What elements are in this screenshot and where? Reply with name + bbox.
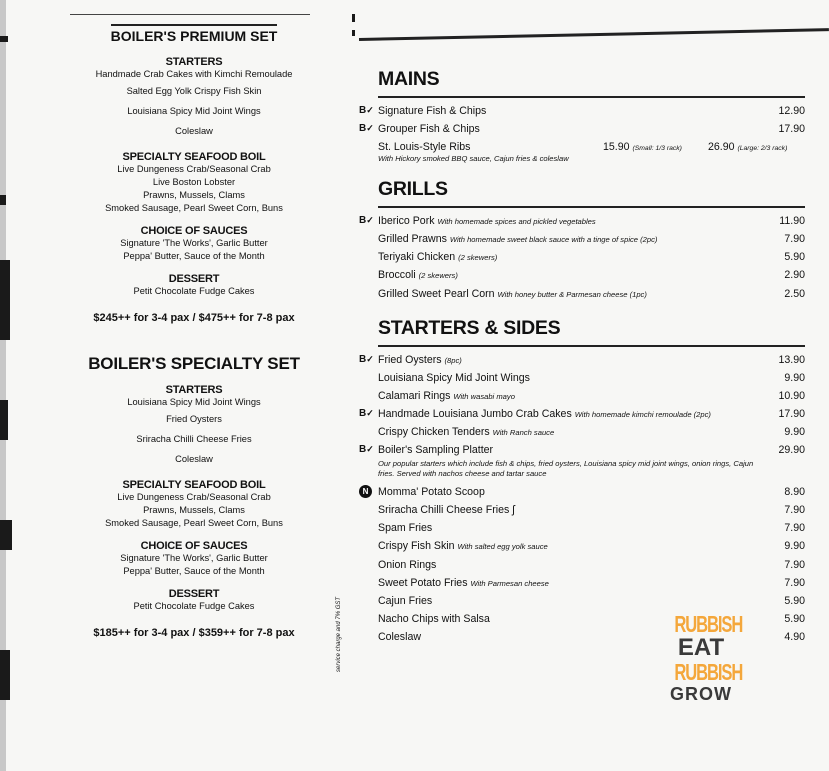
chili-spicy-icon: ʃ — [512, 504, 515, 517]
new-badge-icon: N — [359, 485, 372, 498]
menu-item-name — [378, 288, 647, 300]
left-edge-mark — [0, 260, 10, 340]
specialty-set — [60, 354, 328, 639]
menu-item-title: Calamari Rings — [378, 389, 451, 402]
menu-item-row — [359, 485, 805, 503]
menu-item-title: Grilled Sweet Pearl Corn — [378, 287, 495, 300]
menu-item-row — [359, 122, 805, 140]
menu-item-row — [359, 104, 805, 122]
menu-item-description: With wasabi mayo — [453, 391, 515, 401]
menu-item-name — [378, 390, 515, 402]
menu-item-name — [378, 522, 432, 534]
menu-item-row — [359, 214, 805, 232]
logo-line: RUBBISH — [674, 659, 743, 685]
top-left-rule — [70, 14, 310, 15]
menu-item-name — [378, 215, 596, 227]
menu-item-title: Grilled Prawns — [378, 233, 447, 246]
specialty-starter-item: Louisiana Spicy Mid Joint Wings — [127, 397, 261, 407]
mains-list — [359, 104, 805, 140]
premium-sauces-heading: CHOICE OF SAUCES — [140, 225, 248, 237]
menu-item-title: Teriyaki Chicken — [378, 251, 456, 264]
left-edge-mark — [0, 520, 12, 550]
ribs-large-price: 26.90 — [708, 141, 735, 154]
menu-item-title: Fried Oysters — [378, 353, 442, 366]
specialty-set-title: BOILER'S SPECIALTY SET — [88, 354, 300, 373]
premium-starter-item: Handmade Crab Cakes with Kimchi Remoulade — [95, 69, 293, 79]
bestseller-badge-icon: B✓ — [359, 353, 374, 365]
menu-item-description: With homemade sweet black sauce with a tinge of spice (2pc) — [449, 235, 658, 245]
premium-starters-heading: STARTERS — [165, 56, 223, 68]
menu-item-price: 17.90 — [778, 123, 805, 136]
premium-starter-item: Salted Egg Yolk Crispy Fish Skin — [126, 86, 262, 96]
menu-item-row — [359, 539, 805, 557]
menu-item-name — [378, 613, 490, 625]
ribs-row — [359, 140, 805, 172]
menu-item-title: Nacho Chips with Salsa — [378, 612, 490, 625]
menu-item-title: Coleslaw — [378, 630, 421, 643]
menu-item-price: 17.90 — [778, 407, 805, 420]
specialty-starter-item: Sriracha Chilli Cheese Fries — [136, 434, 252, 444]
ribs-small-note: (Small: 1/3 rack) — [632, 145, 682, 153]
menu-item-title: Handmade Louisiana Jumbo Crab Cakes — [378, 407, 572, 420]
starters-list — [359, 353, 805, 443]
starters-sides-rule — [378, 345, 805, 347]
menu-item-name — [378, 251, 497, 263]
specialty-sauces-heading: CHOICE OF SAUCES — [140, 540, 248, 552]
menu-item-description: (2 skewers) — [458, 253, 498, 263]
left-edge-mark — [0, 650, 10, 700]
specialty-boil-item: Prawns, Mussels, Clams — [143, 505, 245, 515]
menu-item-title: Grouper Fish & Chips — [378, 123, 480, 136]
menu-item-description: With homemade spices and pickled vegetables — [437, 217, 596, 227]
center-tick — [352, 30, 355, 36]
specialty-starters-heading: STARTERS — [165, 384, 223, 396]
premium-boil-item: Live Boston Lobster — [152, 177, 236, 187]
menu-item-name — [378, 269, 458, 281]
premium-boil-heading: SPECIALTY SEAFOOD BOIL — [122, 151, 266, 163]
menu-item-description: (8pc) — [444, 355, 462, 365]
menu-item-name — [378, 595, 432, 607]
logo-line: GROW — [670, 684, 732, 704]
menu-item-row — [359, 287, 805, 305]
grills-list — [359, 214, 805, 304]
menu-item-row — [359, 558, 805, 576]
logo-line: EAT — [677, 634, 725, 661]
specialty-boil-item: Smoked Sausage, Pearl Sweet Corn, Buns — [105, 518, 283, 528]
center-tick — [352, 14, 355, 22]
platter-price: 29.90 — [778, 444, 805, 457]
ribs-small-price: 15.90 — [603, 141, 630, 154]
menu-item-name — [378, 408, 711, 420]
menu-item-title: Cajun Fries — [378, 594, 433, 607]
menu-item-name — [378, 504, 515, 516]
menu-item-price: 13.90 — [778, 353, 805, 366]
menu-item-price: 5.90 — [784, 612, 805, 625]
menu-item-name — [378, 372, 530, 384]
menu-item-price: 7.90 — [784, 576, 805, 589]
menu-item-price: 9.90 — [784, 426, 805, 439]
menu-item-description: With homemade kimchi remoulade (2pc) — [574, 409, 711, 419]
menu-item-price: 2.50 — [784, 287, 805, 300]
set-menus-column — [60, 24, 328, 639]
grills-heading: GRILLS — [378, 178, 448, 201]
menu-item-price: 4.90 — [784, 630, 805, 643]
bestseller-badge-icon: B✓ — [359, 215, 374, 227]
menu-item-title: Signature Fish & Chips — [378, 105, 487, 117]
top-divider — [359, 28, 829, 41]
bestseller-badge-icon: B✓ — [359, 444, 374, 456]
specialty-starter-item: Coleslaw — [175, 454, 213, 464]
menu-item-title: Momma' Potato Scoop — [378, 486, 485, 499]
platter-description: Our popular starters which include fish & chips, fried oysters, Louisiana spicy mid joint wings, onion rings, Cajun fries. Served with nachos cheese and tartar sauce — [378, 459, 754, 479]
left-edge-mark — [0, 36, 8, 42]
ribs-name: St. Louis-Style Ribs — [378, 141, 471, 154]
premium-sauce-item: Peppa' Butter, Sauce of the Month — [123, 251, 265, 261]
menu-item-name — [378, 426, 554, 438]
menu-item-price: 7.90 — [784, 504, 805, 517]
premium-dessert-item: Petit Chocolate Fudge Cakes — [133, 286, 255, 296]
menu-item-description: With salted egg yolk sauce — [457, 542, 548, 552]
menu-item-name — [378, 559, 436, 571]
left-edge-mark — [0, 195, 6, 205]
menu-item-name — [378, 105, 486, 117]
mains-rule — [378, 96, 805, 98]
menu-item-price: 9.90 — [784, 371, 805, 384]
premium-boil-item: Smoked Sausage, Pearl Sweet Corn, Buns — [105, 203, 283, 213]
menu-item-row — [359, 353, 805, 371]
premium-starter-item: Coleslaw — [175, 126, 213, 136]
menu-item-row — [359, 594, 805, 612]
menu-item-price: 8.90 — [784, 486, 805, 499]
premium-boil-item: Prawns, Mussels, Clams — [143, 190, 245, 200]
menu-item-price: 12.90 — [778, 105, 805, 117]
mains-heading: MAINS — [378, 68, 440, 90]
menu-item-row — [359, 425, 805, 443]
bestseller-badge-icon: B✓ — [359, 105, 374, 116]
menu-item-row — [359, 232, 805, 250]
menu-item-row — [359, 521, 805, 539]
menu-item-title: Iberico Pork — [378, 215, 435, 228]
menu-item-name — [378, 233, 657, 245]
menu-item-row — [359, 250, 805, 268]
menu-item-row — [359, 268, 805, 286]
specialty-set-price: $185++ for 3-4 pax / $359++ for 7-8 pax — [93, 627, 295, 639]
menu-item-name — [378, 354, 462, 366]
menu-item-price: 2.90 — [784, 269, 805, 282]
ribs-description: With Hickory smoked BBQ sauce, Cajun fries & coleslaw — [378, 154, 569, 164]
specialty-starter-item: Fried Oysters — [166, 414, 222, 424]
menu-item-row — [359, 576, 805, 594]
a-la-carte-column — [359, 68, 805, 648]
left-edge-mark — [0, 400, 8, 440]
specialty-dessert-item: Petit Chocolate Fudge Cakes — [133, 601, 255, 611]
menu-item-price: 5.90 — [784, 251, 805, 264]
menu-item-description: With honey butter & Parmesan cheese (1pc) — [497, 289, 647, 299]
premium-dessert-heading: DESSERT — [168, 273, 220, 285]
menu-item-description: With Parmesan cheese — [470, 578, 549, 588]
ribs-large-note: (Large: 2/3 rack) — [737, 145, 788, 153]
menu-item-name — [378, 123, 480, 135]
menu-item-title: Onion Rings — [378, 558, 437, 571]
menu-item-name — [378, 631, 421, 643]
menu-item-price: 5.90 — [784, 594, 805, 607]
menu-item-description: (2 skewers) — [418, 271, 458, 281]
menu-item-price: 10.90 — [778, 389, 805, 402]
menu-item-title: Sweet Potato Fries — [378, 576, 468, 589]
menu-item-description: With Ranch sauce — [492, 428, 555, 438]
platter-name: Boiler's Sampling Platter — [378, 444, 494, 457]
menu-item-title: Crispy Fish Skin — [378, 540, 455, 553]
specialty-dessert-heading: DESSERT — [168, 588, 220, 600]
premium-set-price: $245++ for 3-4 pax / $475++ for 7-8 pax — [93, 312, 295, 324]
grills-rule — [378, 206, 805, 208]
menu-item-row — [359, 503, 805, 521]
starters-sides-heading: STARTERS & SIDES — [378, 316, 561, 339]
ribs-large — [708, 141, 787, 153]
rubbish-eat-rubbish-grow-logo — [664, 611, 743, 704]
menu-item-row — [359, 389, 805, 407]
tax-note: service charge and 7% GST — [336, 596, 342, 672]
premium-set — [60, 24, 328, 324]
specialty-boil-heading: SPECIALTY SEAFOOD BOIL — [122, 479, 266, 491]
menu-item-price: 7.90 — [784, 558, 805, 571]
menu-item-name — [378, 486, 485, 498]
menu-item-title: Louisiana Spicy Mid Joint Wings — [378, 371, 530, 384]
menu-item-name — [378, 540, 548, 552]
platter-row — [359, 443, 805, 485]
ribs-small — [603, 141, 682, 153]
menu-item-row — [359, 371, 805, 389]
specialty-sauce-item: Peppa' Butter, Sauce of the Month — [123, 566, 265, 576]
menu-item-price: 7.90 — [784, 233, 805, 246]
specialty-boil-item: Live Dungeness Crab/Seasonal Crab — [117, 492, 271, 502]
menu-item-title: Spam Fries — [378, 522, 433, 535]
menu-item-row — [359, 407, 805, 425]
bestseller-badge-icon: B✓ — [359, 123, 374, 135]
premium-starter-item: Louisiana Spicy Mid Joint Wings — [127, 106, 261, 116]
premium-set-title: BOILER'S PREMIUM SET — [111, 24, 278, 44]
menu-item-title: Crispy Chicken Tenders — [378, 426, 490, 439]
specialty-sauce-item: Signature 'The Works', Garlic Butter — [120, 553, 268, 563]
menu-item-name — [378, 577, 549, 589]
premium-sauce-item: Signature 'The Works', Garlic Butter — [120, 238, 268, 248]
premium-boil-item: Live Dungeness Crab/Seasonal Crab — [117, 164, 271, 174]
menu-item-title: Sriracha Chilli Cheese Fries — [378, 504, 510, 517]
bestseller-badge-icon: B✓ — [359, 407, 374, 419]
menu-item-price: 9.90 — [784, 540, 805, 553]
menu-item-price: 7.90 — [784, 522, 805, 535]
logo-line: RUBBISH — [674, 611, 743, 637]
menu-item-price: 11.90 — [779, 215, 805, 228]
menu-item-title: Broccoli — [378, 269, 416, 282]
